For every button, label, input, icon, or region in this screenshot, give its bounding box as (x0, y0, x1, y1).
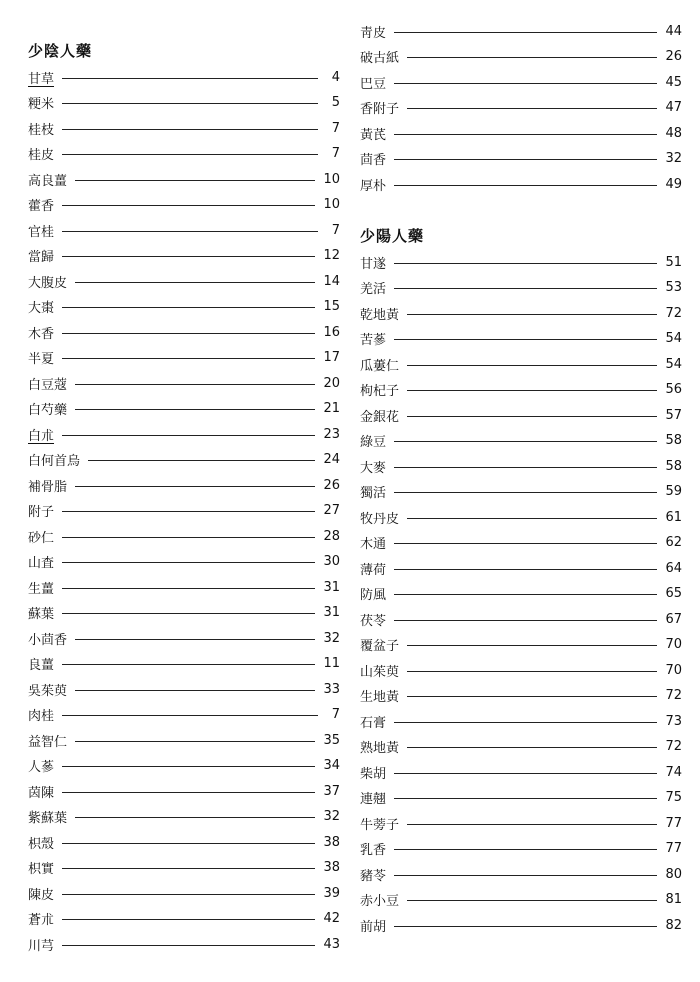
entry-name: 枳實 (28, 862, 55, 877)
index-entry (360, 787, 682, 809)
leader-line (75, 384, 315, 385)
leader-line (394, 134, 657, 135)
entry-page-number: 56 (665, 382, 682, 397)
index-entry (360, 608, 682, 630)
entry-page-number: 16 (323, 324, 340, 340)
entry-name: 牧丹皮 (360, 511, 400, 527)
index-entry (28, 551, 340, 573)
index-entry (28, 806, 340, 828)
entry-name: 良薑 (28, 658, 55, 673)
entry-page-number: 31 (323, 579, 340, 595)
index-entry (28, 576, 340, 598)
entry-name: 當歸 (28, 250, 55, 265)
entry-name: 苦蔘 (360, 333, 387, 348)
index-entry (360, 20, 682, 42)
leader-line (394, 185, 657, 186)
leader-line (394, 594, 657, 595)
index-entry (360, 148, 682, 170)
index-entry (28, 653, 340, 675)
index-entry (28, 755, 340, 777)
entry-page-number: 72 (665, 305, 682, 321)
leader-line (62, 358, 315, 359)
index-entry (360, 173, 682, 195)
entry-page-number: 58 (665, 433, 682, 448)
entry-name: 附子 (28, 505, 55, 520)
leader-line (62, 78, 318, 79)
entry-name: 覆盆子 (360, 639, 400, 654)
entry-name: 綠豆 (360, 435, 387, 450)
entry-name: 金銀花 (360, 409, 400, 425)
entry-name: 肉桂 (28, 709, 55, 724)
entry-page-number: 21 (323, 401, 340, 416)
entry-name: 白芍藥 (28, 403, 68, 418)
leader-line (75, 486, 315, 487)
leader-line (62, 664, 315, 665)
leader-line (75, 180, 315, 181)
entry-name: 大腹皮 (28, 275, 68, 291)
entry-page-number: 45 (665, 74, 682, 90)
index-entry (28, 602, 340, 624)
entry-name: 茴香 (360, 153, 387, 168)
entry-name: 大麥 (360, 460, 387, 476)
index-entry (28, 219, 340, 241)
leader-line (62, 537, 315, 538)
entry-name: 枳殼 (28, 836, 55, 852)
index-entry (28, 194, 340, 216)
entry-name: 吳茱萸 (28, 683, 68, 699)
index-entry (28, 908, 340, 930)
leader-line (75, 282, 315, 283)
entry-page-number: 7 (331, 120, 340, 136)
entry-name: 巴豆 (360, 76, 387, 92)
entry-page-number: 48 (665, 125, 682, 141)
entry-page-number: 53 (665, 280, 682, 295)
entry-page-number: 27 (323, 503, 340, 518)
index-entry (28, 780, 340, 802)
leader-line (62, 945, 315, 946)
leader-line (394, 773, 657, 774)
index-entry (28, 474, 340, 496)
entry-page-number: 30 (323, 554, 340, 569)
entry-page-number: 70 (665, 637, 682, 652)
index-entry (28, 143, 340, 165)
entry-page-number: 72 (665, 739, 682, 754)
entry-page-number: 7 (331, 222, 340, 238)
index-entry (360, 889, 682, 911)
leader-line (407, 645, 657, 646)
leader-line (394, 722, 657, 723)
index-entry (360, 736, 682, 758)
leader-line (394, 339, 657, 340)
index-entry (28, 168, 340, 190)
entry-name: 前胡 (360, 919, 387, 935)
entry-name: 生薑 (28, 581, 55, 597)
entry-name: 益智仁 (28, 734, 68, 750)
leader-line (407, 696, 657, 697)
entry-page-number: 51 (665, 254, 682, 270)
leader-line (62, 256, 315, 257)
entry-page-number: 14 (323, 273, 340, 289)
leader-line (407, 390, 657, 391)
entry-name: 連翹 (360, 792, 387, 807)
index-entry (360, 97, 682, 119)
leader-line (62, 715, 318, 716)
index-entry (360, 46, 682, 68)
leader-line (62, 103, 318, 104)
index-entry (28, 321, 340, 343)
entry-name: 靑皮 (360, 25, 387, 41)
leader-line (88, 460, 315, 461)
entry-page-number: 67 (665, 611, 682, 627)
entry-name: 牛蒡子 (360, 817, 400, 833)
entry-page-number: 62 (665, 535, 682, 550)
entry-name: 人蔘 (28, 760, 55, 775)
index-entry (360, 328, 682, 350)
entry-page-number: 10 (323, 171, 340, 187)
leader-line (407, 518, 657, 519)
index-entry (360, 404, 682, 426)
index-entry (28, 831, 340, 853)
entry-page-number: 70 (665, 662, 682, 678)
index-entry (28, 92, 340, 114)
leader-line (62, 894, 315, 895)
index-entry (360, 302, 682, 324)
entry-name: 生地黃 (360, 690, 400, 705)
entry-page-number: 73 (665, 713, 682, 729)
index-entry (28, 296, 340, 318)
index-entry (28, 627, 340, 649)
leader-line (75, 639, 315, 640)
entry-page-number: 74 (665, 764, 682, 780)
entry-name: 粳米 (28, 97, 55, 112)
entry-page-number: 64 (665, 560, 682, 576)
entry-name: 熟地黃 (360, 741, 400, 756)
index-entry (28, 729, 340, 751)
entry-name: 小茴香 (28, 632, 68, 648)
entry-page-number: 44 (665, 23, 682, 39)
leader-line (62, 129, 318, 130)
index-entry (28, 525, 340, 547)
entry-name: 半夏 (28, 352, 55, 367)
leader-line (394, 159, 657, 160)
entry-page-number: 23 (323, 426, 340, 442)
entry-name: 瓜蔞仁 (360, 358, 400, 374)
entry-page-number: 77 (665, 841, 682, 856)
entry-page-number: 47 (665, 100, 682, 115)
leader-line (62, 919, 315, 920)
index-entry (28, 347, 340, 369)
entry-name: 薄荷 (360, 562, 387, 578)
leader-line (62, 511, 315, 512)
index-entry (360, 379, 682, 401)
leader-line (75, 817, 315, 818)
index-entry (28, 678, 340, 700)
entry-name: 香附子 (360, 102, 400, 117)
leader-line (62, 562, 315, 563)
entry-name: 高良薑 (28, 173, 68, 189)
leader-line (75, 741, 315, 742)
index-entry (360, 455, 682, 477)
entry-name: 白豆蔻 (28, 377, 68, 393)
entry-name: 桂枝 (28, 122, 55, 138)
entry-page-number: 4 (331, 69, 340, 85)
entry-page-number: 35 (323, 732, 340, 748)
entry-page-number: 26 (323, 477, 340, 493)
entry-name: 木通 (360, 537, 387, 552)
leader-line (407, 108, 657, 109)
index-entry (28, 500, 340, 522)
entry-page-number: 82 (665, 917, 682, 933)
entry-name: 砂仁 (28, 530, 55, 546)
index-entry (28, 449, 340, 471)
entry-page-number: 37 (323, 783, 340, 799)
entry-name: 黃芪 (360, 127, 387, 143)
index-entry (360, 557, 682, 579)
leader-line (407, 671, 657, 672)
entry-name: 山査 (28, 556, 55, 571)
index-entry (28, 423, 340, 445)
entry-name: 大棗 (28, 301, 55, 316)
entry-name: 赤小豆 (360, 894, 400, 909)
leader-line (62, 154, 318, 155)
index-entry (360, 914, 682, 936)
leader-line (62, 766, 315, 767)
leader-line (62, 868, 315, 869)
index-entry (28, 933, 340, 955)
entry-page-number: 42 (323, 911, 340, 926)
leader-line (394, 620, 657, 621)
entry-page-number: 7 (331, 707, 340, 722)
entry-name: 紫蘇葉 (28, 811, 68, 826)
entry-name: 白何首烏 (28, 454, 81, 469)
index-entry (28, 117, 340, 139)
entry-page-number: 28 (323, 528, 340, 544)
leader-line (62, 613, 315, 614)
leader-line (62, 435, 315, 436)
leader-line (394, 288, 657, 289)
leader-line (407, 416, 657, 417)
leader-line (394, 467, 657, 468)
entry-name: 羌活 (360, 282, 387, 297)
index-entry (28, 704, 340, 726)
entry-page-number: 11 (323, 656, 340, 671)
entry-page-number: 10 (323, 197, 340, 212)
leader-line (394, 926, 657, 927)
leader-line (407, 900, 657, 901)
index-entry (28, 270, 340, 292)
entry-page-number: 26 (665, 49, 682, 64)
index-entry (28, 66, 340, 88)
entry-page-number: 12 (323, 248, 340, 263)
leader-line (407, 365, 657, 366)
entry-page-number: 20 (323, 375, 340, 391)
entry-name: 甘遂 (360, 256, 387, 272)
entry-page-number: 61 (665, 509, 682, 525)
entry-page-number: 32 (323, 630, 340, 646)
index-entry (360, 863, 682, 885)
index-entry (360, 277, 682, 299)
index-entry (360, 251, 682, 273)
entry-page-number: 54 (665, 331, 682, 346)
index-entry (360, 710, 682, 732)
leader-line (407, 824, 657, 825)
leader-line (62, 843, 315, 844)
leader-line (407, 314, 657, 315)
entry-name: 陳皮 (28, 887, 55, 903)
entry-name: 川芎 (28, 938, 55, 954)
entry-page-number: 34 (323, 758, 340, 773)
index-entry (28, 372, 340, 394)
index-entry (360, 532, 682, 554)
index-entry (360, 685, 682, 707)
index-entry (360, 122, 682, 144)
index-entry (360, 634, 682, 656)
leader-line (62, 588, 315, 589)
entry-page-number: 39 (323, 885, 340, 901)
entry-page-number: 38 (323, 860, 340, 875)
entry-name: 桂皮 (28, 148, 55, 163)
leader-line (394, 543, 657, 544)
section-title-soyang: 少陽人藥 (360, 227, 425, 245)
leader-line (62, 792, 315, 793)
leader-line (394, 441, 657, 442)
entry-page-number: 75 (665, 790, 682, 805)
index-entry (360, 812, 682, 834)
entry-name: 補骨脂 (28, 479, 68, 495)
entry-name: 甘草 (28, 71, 55, 87)
leader-line (394, 849, 657, 850)
index-entry (360, 481, 682, 503)
leader-line (394, 492, 657, 493)
section-title-soeum: 少陰人藥 (28, 42, 93, 60)
entry-page-number: 32 (323, 809, 340, 824)
index-entry (28, 857, 340, 879)
entry-name: 茵陳 (28, 785, 55, 801)
leader-line (394, 569, 657, 570)
entry-page-number: 31 (323, 605, 340, 620)
index-entry (360, 838, 682, 860)
entry-page-number: 33 (323, 681, 340, 697)
entry-name: 茯苓 (360, 613, 387, 629)
entry-name: 木香 (28, 326, 55, 342)
entry-name: 白朮 (28, 428, 55, 444)
entry-name: 破古紙 (360, 51, 400, 66)
entry-name: 藿香 (28, 199, 55, 214)
entry-page-number: 77 (665, 815, 682, 831)
index-entry (28, 398, 340, 420)
index-entry (360, 506, 682, 528)
entry-name: 獨活 (360, 486, 387, 501)
entry-name: 蒼朮 (28, 913, 55, 928)
leader-line (62, 333, 315, 334)
entry-page-number: 80 (665, 866, 682, 882)
leader-line (407, 747, 657, 748)
entry-page-number: 15 (323, 299, 340, 314)
entry-name: 乾地黃 (360, 307, 400, 323)
leader-line (62, 231, 318, 232)
entry-page-number: 49 (665, 176, 682, 192)
index-entry (360, 71, 682, 93)
entry-name: 蘇葉 (28, 607, 55, 622)
entry-name: 枸杞子 (360, 384, 400, 399)
entry-name: 山茱萸 (360, 664, 400, 680)
entry-name: 柴胡 (360, 766, 387, 782)
entry-page-number: 58 (665, 458, 682, 474)
entry-page-number: 32 (665, 151, 682, 166)
entry-name: 石膏 (360, 715, 387, 731)
leader-line (394, 263, 657, 264)
entry-page-number: 54 (665, 356, 682, 372)
leader-line (407, 57, 657, 58)
index-entry (360, 353, 682, 375)
entry-page-number: 59 (665, 484, 682, 499)
index-entry (360, 583, 682, 605)
leader-line (75, 690, 315, 691)
entry-page-number: 38 (323, 834, 340, 850)
leader-line (394, 83, 657, 84)
leader-line (394, 798, 657, 799)
entry-page-number: 57 (665, 407, 682, 423)
entry-page-number: 43 (323, 936, 340, 952)
entry-name: 乳香 (360, 843, 387, 858)
index-entry (28, 882, 340, 904)
entry-page-number: 81 (665, 892, 682, 907)
leader-line (394, 875, 657, 876)
index-entry (28, 245, 340, 267)
index-entry (360, 430, 682, 452)
entry-page-number: 72 (665, 688, 682, 703)
entry-page-number: 17 (323, 350, 340, 365)
entry-page-number: 7 (331, 146, 340, 161)
leader-line (62, 205, 315, 206)
leader-line (62, 307, 315, 308)
entry-page-number: 24 (323, 452, 340, 467)
entry-name: 防風 (360, 588, 387, 603)
index-entry (360, 659, 682, 681)
entry-name: 厚朴 (360, 178, 387, 194)
leader-line (75, 409, 315, 410)
leader-line (394, 32, 657, 33)
entry-name: 官桂 (28, 224, 55, 240)
entry-page-number: 65 (665, 586, 682, 601)
entry-name: 豬苓 (360, 868, 387, 884)
index-entry (360, 761, 682, 783)
entry-page-number: 5 (331, 95, 340, 110)
